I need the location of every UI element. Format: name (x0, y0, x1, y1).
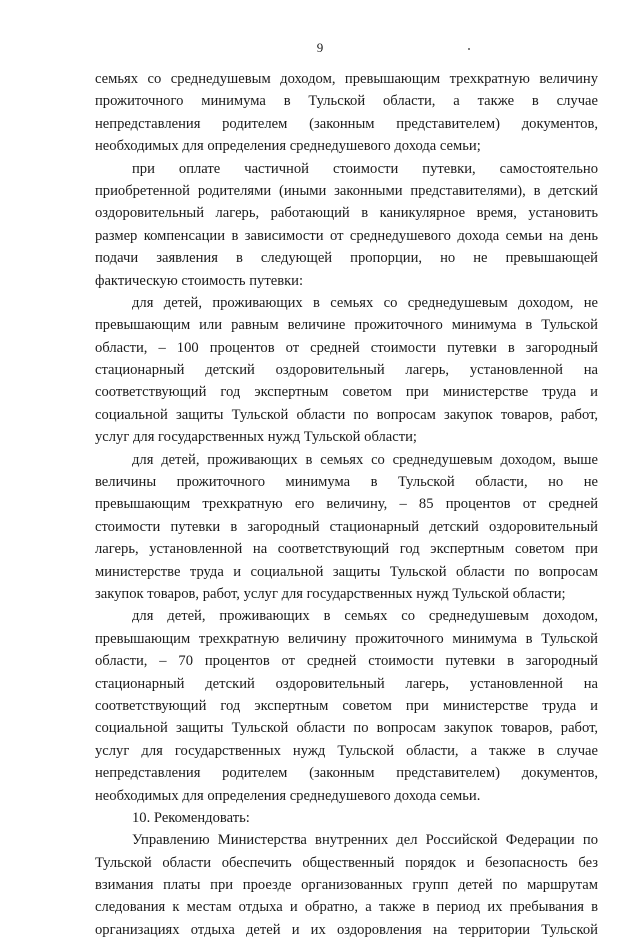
text-line: при оплате частичной стоимости путевки, самостоятельно (132, 160, 598, 177)
text-line: фактическую стоимость путевки: (95, 272, 304, 289)
text-line: необходимых для определения среднедушевого дохода семьи; (95, 138, 481, 155)
page-number: 9 (316, 40, 324, 55)
text-line: Управлению Министерства внутренних дел Российской Федерации по (132, 832, 598, 849)
text-line: соответствующий год экспертным советом при министерстве труда и (95, 697, 598, 714)
text-line: 10. Рекомендовать: (132, 809, 250, 826)
text-line: приобретенной родителями (иными законными представителями), в детский (95, 182, 598, 199)
text-line: закупок товаров, работ, услуг для государственных нужд Тульской области; (95, 585, 566, 602)
text-line: величины прожиточного минимума в Тульской области, но не (95, 474, 598, 491)
text-line: области, – 100 процентов от средней стоимости путевки в загородный (95, 339, 598, 356)
text-line: социальной защиты Тульской области по вопросам закупок товаров, работ, (95, 406, 598, 423)
text-line: для детей, проживающих в семьях со среднедушевым доходом, не (132, 294, 598, 311)
text-line: подачи заявления в следующей пропорции, но не превышающей (95, 250, 598, 267)
text-line: министерстве труда и социальной защиты Тульской области по вопросам (95, 563, 598, 580)
text-line: для детей, проживающих в семьях со среднедушевым доходом, выше (132, 451, 598, 468)
text-line: соответствующий год экспертным советом при министерстве труда и (95, 384, 598, 401)
text-line: лагерь, установленной на соответствующий год экспертным советом при (95, 541, 598, 558)
text-line: социальной защиты Тульской области по вопросам закупок товаров, работ, (95, 720, 598, 737)
text-line: стоимости путевки в загородный стационарный детский оздоровительный (95, 518, 598, 535)
text-line: непредставления родителем (законным представителем) документов, (95, 115, 598, 132)
text-line: взимания платы при проезде организованных групп детей по маршрутам (95, 877, 598, 894)
text-line: услуг для государственных нужд Тульской области; (95, 429, 417, 446)
text-line: области, – 70 процентов от средней стоимости путевки в загородный (95, 653, 598, 670)
text-line: Тульской области обеспечить общественный порядок и безопасность без (95, 854, 598, 871)
text-line: следования к местам отдыха и обратно, а также в период их пребывания в (95, 899, 598, 916)
text-line: превышающим трехкратную его величину, – 85 процентов от средней (95, 496, 598, 513)
text-line: семьях со среднедушевым доходом, превышающим трехкратную величину (95, 71, 598, 87)
scan-speck (468, 48, 470, 50)
text-line: стационарный детский оздоровительный лагерь, установленной на (95, 362, 598, 379)
text-line: размер компенсации в зависимости от среднедушевого дохода семьи на день (95, 227, 598, 244)
text-line: превышающим или равным величине прожиточного минимума в Тульской (95, 317, 598, 334)
text-line: для детей, проживающих в семьях со среднедушевым доходом, (132, 608, 598, 625)
text-line: услуг для государственных нужд Тульской области, а также в случае (95, 742, 598, 759)
text-line: непредставления родителем (законным представителем) документов, (95, 765, 598, 782)
text-line: необходимых для определения среднедушевого дохода семьи. (95, 787, 481, 804)
document-body (95, 68, 598, 941)
text-line: стационарный детский оздоровительный лагерь, установленной на (95, 675, 598, 692)
text-line: организациях отдыха детей и их оздоровления на территории Тульской (95, 921, 598, 938)
text-line: оздоровительный лагерь, работающий в каникулярное время, установить (95, 205, 598, 222)
text-line: превышающим трехкратную величину прожиточного минимума в Тульской (95, 630, 598, 647)
text-line: прожиточного минимума в Тульской области, а также в случае (95, 93, 598, 110)
